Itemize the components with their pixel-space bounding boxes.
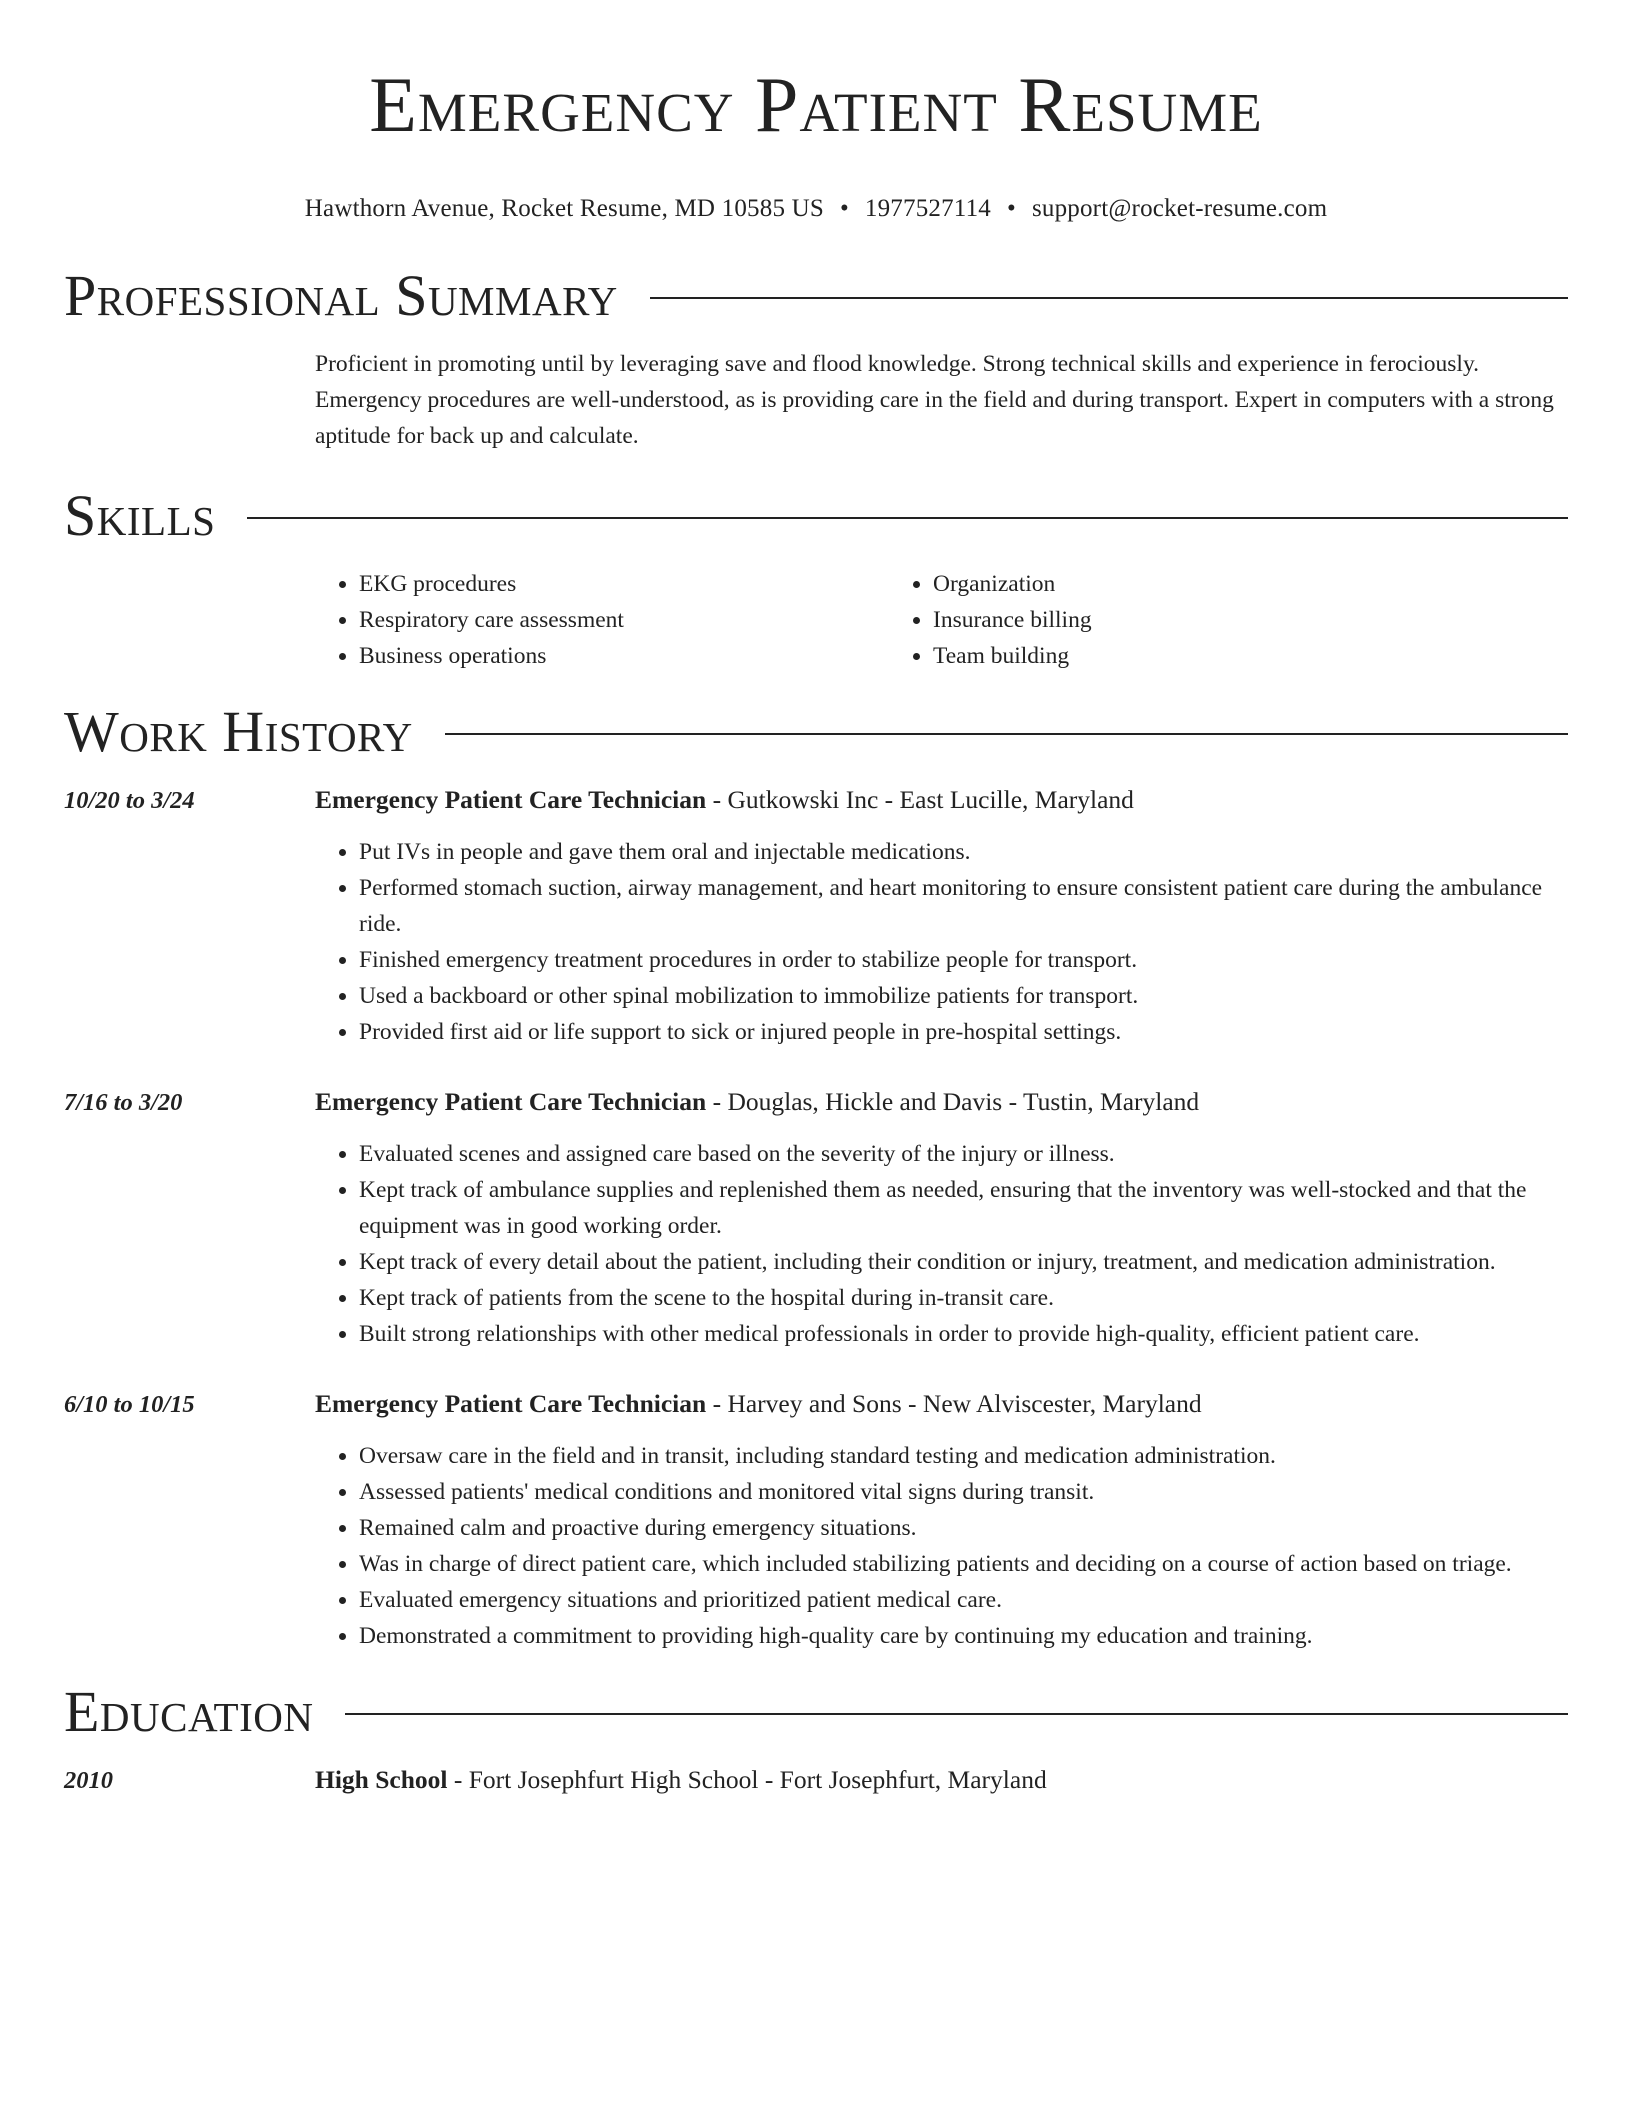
skill-item: • EKG procedures <box>359 566 889 602</box>
job-bullet: • Performed stomach suction, airway management, and heart monitoring to ensure consistent patient care during the ambulance ride. <box>359 870 1568 942</box>
job-bullet: • Finished emergency treatment procedures in order to stabilize people for transport. <box>359 942 1568 978</box>
skill-item: • Respiratory care assessment <box>359 602 889 638</box>
section-title: Professional Summary <box>64 263 618 328</box>
job-title-line <box>315 782 1568 818</box>
job-bullet: • Kept track of every detail about the patient, including their condition or injury, treatment, and medication administration. <box>359 1244 1568 1280</box>
education-title-line <box>315 1762 1047 1799</box>
candidate-name: Emergency Patient Resume <box>369 61 1263 148</box>
skills-list <box>315 566 1568 674</box>
skill-item: • Team building <box>933 638 1463 674</box>
job-bullet: • Oversaw care in the field and in transit, including standard testing and medication administration. <box>359 1438 1568 1474</box>
job-bullet: • Kept track of ambulance supplies and replenished them as needed, ensuring that the inventory was well-stocked and that the equipment was in good working order. <box>359 1172 1568 1244</box>
job-bullet: • Used a backboard or other spinal mobilization to immobilize patients for transport. <box>359 978 1568 1014</box>
job-bullets <box>315 1438 1568 1654</box>
skills-column-right <box>889 566 1463 674</box>
job-bullet: • Remained calm and proactive during emergency situations. <box>359 1510 1568 1546</box>
contact-separator: • <box>839 195 849 222</box>
job-entry <box>64 1084 1568 1352</box>
job-bullet: • Kept track of patients from the scene to the hospital during in-transit care. <box>359 1280 1568 1316</box>
section-header-education <box>64 1680 1568 1744</box>
contact-phone: 1977527114 <box>864 195 991 222</box>
skills-column-left <box>315 566 889 674</box>
summary-text: Proficient in promoting until by leveraging save and flood knowledge. Strong technical skills and experience in ferociously. Emergency procedures are well-understood, as is providing care in the field and during transport. Expert in computers with a strong aptitude for back up and calculate. <box>315 351 1554 449</box>
job-bullet: • Put IVs in people and gave them oral and injectable medications. <box>359 834 1568 870</box>
contact-address: Hawthorn Avenue, Rocket Resume, MD 10585 US <box>304 195 824 222</box>
job-dates: 7/16 to 3/20 <box>64 1089 183 1116</box>
job-dates: 10/20 to 3/24 <box>64 787 195 814</box>
section-header-skills <box>64 484 1568 548</box>
section-rule <box>650 297 1568 299</box>
section-title: Education <box>64 1679 314 1744</box>
education-degree: High School <box>315 1765 448 1794</box>
section-title: Skills <box>64 483 216 548</box>
education-year: 2010 <box>64 1767 113 1794</box>
contact-separator: • <box>1006 195 1016 222</box>
section-rule <box>247 517 1568 519</box>
job-title-line <box>315 1386 1568 1422</box>
contact-line <box>64 194 1568 224</box>
job-details: - Harvey and Sons - New Alviscester, Maryland <box>706 1389 1202 1418</box>
job-bullets <box>315 834 1568 1050</box>
section-rule <box>445 733 1568 735</box>
job-details: - Gutkowski Inc - East Lucille, Maryland <box>706 785 1134 814</box>
job-details: - Douglas, Hickle and Davis - Tustin, Maryland <box>706 1087 1200 1116</box>
job-title: Emergency Patient Care Technician <box>315 1389 707 1418</box>
job-title-line <box>315 1084 1568 1120</box>
section-title: Work History <box>64 699 413 764</box>
job-bullet: • Provided first aid or life support to sick or injured people in pre-hospital settings. <box>359 1014 1568 1050</box>
job-bullet: • Evaluated emergency situations and prioritized patient medical care. <box>359 1582 1568 1618</box>
contact-email: support@rocket-resume.com <box>1031 195 1328 222</box>
job-title: Emergency Patient Care Technician <box>315 785 707 814</box>
job-bullet: • Evaluated scenes and assigned care based on the severity of the injury or illness. <box>359 1136 1568 1172</box>
skill-item: • Insurance billing <box>933 602 1463 638</box>
skill-item: • Business operations <box>359 638 889 674</box>
job-entry <box>64 782 1568 1050</box>
job-bullet: • Demonstrated a commitment to providing high-quality care by continuing my education and training. <box>359 1618 1568 1654</box>
section-rule <box>345 1713 1568 1715</box>
job-bullets <box>315 1136 1568 1352</box>
job-entry <box>64 1386 1568 1654</box>
job-bullet: • Built strong relationships with other medical professionals in order to provide high-quality, efficient patient care. <box>359 1316 1568 1352</box>
section-header-work-history <box>64 700 1568 764</box>
job-bullet: • Was in charge of direct patient care, which included stabilizing patients and deciding on a course of action based on triage. <box>359 1546 1568 1582</box>
skill-item: • Organization <box>933 566 1463 602</box>
job-dates: 6/10 to 10/15 <box>64 1391 195 1418</box>
education-details: - Fort Josephfurt High School - Fort Josephfurt, Maryland <box>447 1765 1047 1794</box>
education-entry <box>64 1762 1568 1799</box>
section-header-summary <box>64 264 1568 328</box>
job-bullet: • Assessed patients' medical conditions and monitored vital signs during transit. <box>359 1474 1568 1510</box>
job-title: Emergency Patient Care Technician <box>315 1087 707 1116</box>
